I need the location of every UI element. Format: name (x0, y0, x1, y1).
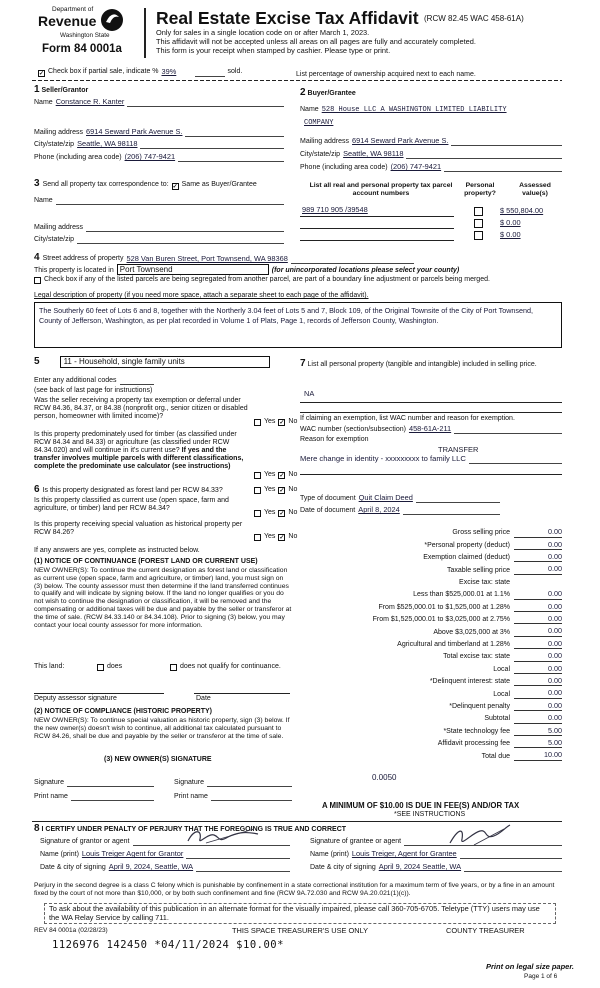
personal-property-value[interactable]: NA (304, 389, 315, 398)
document-date-label: Date of document (300, 506, 356, 514)
tax-row (300, 538, 562, 550)
tax-row-value[interactable]: 5.00 (514, 727, 562, 736)
same-as-buyer-label: Same as Buyer/Grantee (181, 181, 257, 189)
timber-question-text: Is this property predominately used for timber (as classified under RCW 84.34 and 84.33) or agriculture (as classified under RCW 84.34.020) and will continue in it's current use? (34, 431, 237, 455)
tax-row (300, 551, 562, 563)
tax-row-value[interactable]: 0.00 (514, 528, 562, 537)
partial-sale-checkbox[interactable]: ✓ (39, 70, 45, 77)
tax-row (300, 675, 562, 687)
sold-label: sold. (227, 68, 243, 76)
tax-row (300, 563, 562, 575)
owner-print-label-1: Print name (34, 792, 68, 800)
reason-overwrite: TRANSFER (438, 445, 479, 454)
current-use-yes-checkbox[interactable] (254, 510, 261, 517)
tax-row (300, 613, 562, 625)
county-treasurer-label: COUNTY TREASURER (446, 926, 525, 935)
additional-codes-note: (see back of last page for instructions) (34, 387, 153, 394)
assessed-value-header: Assessed value(s) (519, 182, 551, 197)
timber-question-bold: If yes and the transfer involves multiple parcels with different classifications, complete the predominate use calculator (see instructions) (34, 447, 244, 471)
tax-row (300, 650, 562, 662)
does-checkbox[interactable] (97, 664, 104, 671)
historic-no-checkbox[interactable]: ✓ (279, 535, 285, 542)
tax-row-label: Total excise tax: state (443, 653, 510, 661)
grantee-signature-label: Signature of grantee or agent (310, 837, 402, 845)
historic-no-label: No (288, 533, 298, 540)
personal-property-checkbox-2[interactable] (474, 219, 483, 228)
correspondence-name-field[interactable] (56, 196, 284, 205)
tax-row-value[interactable]: 0.00 (514, 689, 562, 698)
tax-row (300, 662, 562, 674)
correspondence-label: Send all property tax correspondence to: (42, 181, 169, 189)
alt-format-note: To ask about the availability of this publication in an alternate format for the visually impaired, please call 360-705-6705. Teletype (TTY) users may use the WA Relay Service by calling 711. (44, 903, 556, 924)
personal-property-header: Personal property? (464, 182, 496, 197)
buyer-mail-label: Mailing address (300, 137, 350, 145)
tax-row-value[interactable]: 0.00 (514, 541, 562, 550)
tax-row-label: From $1,525,000.01 to $3,025,000 at 2.75% (372, 616, 510, 624)
additional-codes-field[interactable] (120, 376, 155, 385)
page-number: Page 1 of 6 (524, 973, 558, 980)
seller-name-field[interactable]: Constance R. Kanter (55, 97, 125, 107)
tax-row-label: Agricultural and timberland at 1.28% (397, 641, 510, 649)
tax-row-label: Total due (481, 752, 510, 760)
seller-city-label: City/state/zip (34, 140, 75, 148)
segregated-label: Check box if any of the listed parcels are being segregated from another parcel, are part of a boundary line adjustment or parcels being merged. (44, 276, 490, 283)
seller-mail-label: Mailing address (34, 128, 84, 136)
dor-logo (38, 6, 134, 56)
owner-signature-label-1: Signature (34, 778, 64, 786)
reason-label: Reason for exemption (300, 436, 369, 443)
tax-row (300, 700, 562, 712)
tax-row-label: Excise tax: state (459, 579, 510, 587)
wac-field[interactable]: 458-61A-211 (408, 424, 452, 434)
buyer-city-label: City/state/zip (300, 150, 341, 158)
header-notice-2: This affidavit will not be accepted unless all areas on all pages are fully and accurately completed. (156, 37, 476, 46)
header-notice-1: Only for sales in a single location code on or after March 1, 2023. (156, 28, 370, 37)
minimum-fee-note: A MINIMUM OF $10.00 IS DUE IN FEE(S) AND/OR TAX (322, 801, 520, 810)
form-title: Real Estate Excise Tax Affidavit (156, 8, 419, 28)
tax-row (300, 588, 562, 600)
tax-row (300, 625, 562, 637)
owner-print-field-1[interactable] (71, 792, 154, 801)
buyer-mail-field[interactable]: 6914 Seward Park Avenue S. (352, 136, 449, 146)
notice-compliance-title: (2) NOTICE OF COMPLIANCE (HISTORIC PROPERTY) (34, 708, 212, 715)
dept-state: Washington State (60, 32, 110, 39)
tax-row-label: *Delinquent interest: state (429, 678, 510, 686)
owner-signature-label-2: Signature (174, 778, 204, 786)
tax-row-value[interactable]: 10.00 (514, 751, 562, 760)
correspondence-mail-label: Mailing address (34, 223, 84, 231)
document-date-field[interactable]: April 8, 2024 (358, 505, 400, 515)
tax-row-value[interactable]: 0.00 (514, 603, 562, 612)
dor-swirl-icon (100, 8, 124, 32)
does-label: does (107, 663, 123, 670)
wac-label: WAC number (section/subsection) (300, 425, 406, 433)
seller-city-field[interactable]: Seattle, WA 98118 (77, 139, 138, 149)
rcw-reference: (RCW 82.45 WAC 458-61A) (424, 14, 524, 23)
located-label: This property is located in (34, 267, 114, 275)
assessed-value-1[interactable]: $ 550,804.00 (500, 206, 544, 215)
cashier-stamp: 1126976 142450 *04/11/2024 $10.00* (52, 939, 284, 951)
designation-section: 6 Is this property designated as forest land per RCW 84.33? Yes ✓ No Is this property classified as current use (open space, farm and agriculture, or timber) land per RCW 84.34? Yes ✓ No Is this property receiving special valuation as historical property per RCW 84.26? Yes ✓ No If any answers are yes, complete as instructed below. (1) NOTICE OF CONTINUANCE (FOREST LAND OR CURRENT USE) NEW OWNER(S): To continue the current designation as forest land or classification as current use (open space, farm and agriculture, or timber) land, you must sign on (3) below. The county assessor must then determine if the land transferred continues to qualify and will indicate by signing below. If the land no longer qualifies or you do not wish to continue the designation or classification, it will be removed and the compensating or additional taxes will be due and payable by the seller or transferor at the time of sale. (RCW 84.33.140 or 84.34.108). Prior to signing (3) below, you may contact your local county assessor for more information. This land: does does not qualify for continuance. Deputy assessor signature Date (2) NOTICE OF COMPLIANCE (HISTORIC PROPERTY) NEW OWNER(S): To continue special valuation as historic property, sign (3) below. If the new owner(s) doesn't wish to continue, all additional tax calculated pursuant to RCW 84.26, shall be due and payable by the seller or transferor at the time of sale. (3) NEW OWNER(S) SIGNATURE Signature Signature Print name Print name (34, 484, 298, 800)
use-code-select[interactable]: 11 - Household, single family units (60, 356, 270, 367)
tax-row (300, 526, 562, 538)
current-use-yes-label: Yes (264, 509, 276, 516)
correspondence-mail-field[interactable] (86, 223, 284, 232)
q2-yes-checkbox[interactable] (254, 472, 261, 479)
tax-row (300, 737, 562, 749)
tax-row-label: Above $3,025,000 at 3% (433, 628, 510, 636)
land-use-section: 5 11 - Household, single family units Enter any additional codes (see back of last page for instructions) Was the seller receiving a property tax exemption or deferral under RCW 84.36, 84.37, or 84.38 (nonprofit org., senior citizen or disabled person, homeowner with limited income)? Yes ✓ No Is this property predominately used for timber (as classified under RCW 84.34 and 84.33) or agriculture (as classified under RCW 84.34.020) and will continue in it's current use? If yes and the transfer involves multiple parcels with different classifications, complete the predominate use calculator (see instructions) Yes ✓ No (34, 356, 298, 480)
owner-print-field-2[interactable] (211, 792, 292, 801)
located-select[interactable]: Port Townsend (117, 264, 269, 275)
unincorporated-note: (for unincorporated locations please select your county) (271, 267, 460, 275)
forest-yes-label: Yes (264, 486, 276, 493)
street-label: Street address of property (42, 255, 124, 263)
new-owner-signature-title: (3) NEW OWNER(S) SIGNATURE (104, 756, 212, 763)
correspondence-name-label: Name (34, 196, 53, 204)
grantor-name-label: Name (print) (40, 850, 79, 858)
tax-row-label: Local (493, 690, 510, 698)
seller-mail-field[interactable]: 6914 Seward Park Avenue S. (86, 127, 183, 137)
tax-row-label: *Delinquent penalty (449, 703, 510, 711)
current-use-question: Is this property classified as current use (open space, farm and agriculture, or timber) land per RCW 84.34? (34, 497, 229, 513)
grantor-signature-label: Signature of grantor or agent (40, 837, 130, 845)
notice-continuance-body: NEW OWNER(S): To continue the current designation as forest land or classification as current use (open space, farm and agriculture, or timber) land, you must sign on (3) below. The county assessor must then determine if the land transferred continues to qualify and will indicate by signing below. If the land no longer qualifies or you do not wish to continue the designation or classification, it will be removed and the compensating or additional taxes will be due and payable by the seller or transferor at the time of sale. (RCW 84.33.140 or 84.34.108). Prior to signing (3) below, you may contact your local county assessor for more information. (34, 567, 292, 629)
buyer-heading: Buyer/Grantee (307, 90, 356, 97)
deputy-date-label: Date (196, 695, 211, 702)
tax-row-value[interactable]: 0.00 (514, 590, 562, 599)
certify-statement: I CERTIFY UNDER PENALTY OF PERJURY THAT THE FOREGOING IS TRUE AND CORRECT (41, 826, 347, 833)
buyer-name-field[interactable]: 528 House LLC A WASHINGTON LIMITED LIABILITY (321, 106, 507, 114)
dept-name: Revenue (38, 13, 97, 29)
tax-row-value[interactable]: 5.00 (514, 739, 562, 748)
parcel-header: List all real and personal property tax parcel account numbers (309, 182, 453, 197)
tax-row-value[interactable]: 0.00 (514, 565, 562, 574)
ownership-note: List percentage of ownership acquired next to each name. (296, 71, 476, 78)
tax-row-label: Subtotal (484, 715, 510, 723)
buyer-phone-field[interactable]: (206) 747-9421 (390, 162, 442, 172)
revision-label: REV 84 0001a (02/28/23) (34, 927, 108, 934)
header-notice-3: This form is your receipt when stamped by cashier. Please type or print. (156, 46, 391, 55)
buyer-name-line-2[interactable]: COMPANY (304, 119, 334, 127)
partial-sale-percent[interactable]: 39% (161, 67, 177, 76)
buyer-name-label: Name (300, 106, 319, 113)
property-location-section: 4 Street address of property 528 Van Buren Street, Port Townsend, WA 98368 This property is located in Port Townsend (for unincorporated locations please select your county) Check box if any of the listed parcels are being segregated from another parcel, are part of a boundary line adjustment or parcels being merged. Legal description of property (if you need more space, attach a separate sheet to each page of the affidavit). The Southerly 60 feet of Lots 6 and 8, together with the Northerly 3.04 feet of Lots 5 and 7, Block 109, of the Original Townsite of the City of Port Townsend, County of Jefferson, Washington, as per plat recorded in Volume 1 of Plats, Page 1, records of Jefferson County, Washington. (34, 252, 562, 352)
tax-row (300, 749, 562, 761)
tax-row-label: Local (493, 665, 510, 673)
assessed-value-3[interactable]: $ 0.00 (500, 230, 521, 239)
tax-row (300, 576, 562, 588)
grantee-date-label: Date & city of signing (310, 863, 376, 871)
tax-row (300, 687, 562, 699)
personal-property-checkbox-3[interactable] (474, 231, 483, 240)
q2-no-checkbox[interactable]: ✓ (279, 473, 285, 480)
treasurer-space-label: THIS SPACE TREASURER'S USE ONLY (232, 926, 369, 935)
tax-row-value[interactable]: 0.00 (514, 652, 562, 661)
see-instructions-note: *SEE INSTRUCTIONS (394, 811, 466, 818)
personal-property-section: 7 List all personal property (tangible and intangible) included in selling price. NA If claiming an exemption, list WAC number and reason for exemption. WAC number (section/subsection) 458-61A-211 Reason for exemption TRANSFER Mere change in identity - xxxxxxxxx to family LLC Type of document Quit Claim Deed Date of document April 8, 2024 (300, 358, 562, 523)
tax-row (300, 712, 562, 724)
grantor-name-field[interactable]: Louis Treiger Agent for Grantor (81, 849, 184, 859)
tax-row-value[interactable]: 0.00 (514, 714, 562, 723)
local-rate-field[interactable]: 0.0050 (372, 773, 397, 782)
tax-row-value[interactable]: 0.00 (514, 553, 562, 562)
seller-phone-label: Phone (including area code) (34, 153, 122, 161)
historic-question: Is this property receiving special valuation as historical property per RCW 84.26? (34, 521, 243, 537)
tax-row-label: Affidavit processing fee (437, 740, 510, 748)
q1-yes-checkbox[interactable] (254, 419, 261, 426)
tax-row-label: Less than $525,000.01 at 1.1% (413, 591, 510, 599)
assessed-value-2[interactable]: $ 0.00 (500, 218, 521, 227)
personal-property-checkbox-1[interactable] (474, 207, 483, 216)
grantee-signature-image (444, 823, 514, 849)
tax-row-value[interactable]: 0.00 (514, 665, 562, 674)
dept-line: Department of (52, 6, 94, 13)
q1-no-label: No (288, 418, 298, 425)
deputy-signature-label: Deputy assessor signature (34, 695, 117, 702)
seller-name-label: Name (34, 98, 53, 106)
notice-continuance-title: (1) NOTICE OF CONTINUANCE (FOREST LAND OR CURRENT USE) (34, 558, 258, 565)
tax-row-value[interactable]: 0.00 (514, 615, 562, 624)
seller-section: 1 Seller/Grantor Name Constance R. Kanter Mailing address 6914 Seward Park Avenue S. City/state/zip Seattle, WA 98118 Phone (including area code) (206) 747-9421 (34, 84, 284, 174)
owner-signature-field-1[interactable] (67, 778, 154, 787)
tax-row-value[interactable]: 0.00 (514, 677, 562, 686)
grantor-date-label: Date & city of signing (40, 863, 106, 871)
buyer-section: 2 Buyer/Grantee Name 528 House LLC A WASHINGTON LIMITED LIABILITY COMPANY Mailing address 6914 Seward Park Avenue S. City/state/zip Seattle, WA 98118 Phone (including area code) (206) 747-9421 (300, 84, 562, 178)
legal-description-label: Legal description of property (if you need more space, attach a separate sheet to each page of the affidavit). (34, 292, 369, 299)
grantee-date-field[interactable]: April 9, 2024 Seattle, WA (378, 862, 462, 872)
tax-row-value[interactable]: 0.00 (514, 702, 562, 711)
q1-yes-label: Yes (264, 418, 276, 425)
partial-sale-row (38, 68, 242, 77)
buyer-city-field[interactable]: Seattle, WA 98118 (343, 149, 404, 159)
this-land-label: This land: (34, 663, 65, 670)
same-as-buyer-checkbox[interactable]: ✓ (172, 183, 178, 190)
grantee-name-field[interactable]: Louis Treiger, Agent for Grantee (351, 849, 457, 859)
q2-yes-label: Yes (264, 471, 276, 478)
tax-row (300, 724, 562, 736)
personal-property-label: List all personal property (tangible and intangible) included in selling price. (307, 361, 537, 368)
correspondence-section: 3 Send all property tax correspondence to: ✓ Same as Buyer/Grantee Name Mailing address City/state/zip (34, 178, 292, 248)
historic-yes-checkbox[interactable] (254, 534, 261, 541)
parcel-number-field[interactable]: 989 710 905 /39548 (302, 205, 368, 214)
legal-description-text: The Southerly 60 feet of Lots 6 and 8, together with the Northerly 3.04 feet of Lots 5 and 7, Block 109, of the Original Townsite of the City of Port Townsend, County of Jefferson, Washington, as per plat recorded in Volume 1 of Plats, Page 1, records of Jefferson County, Washington. (39, 306, 533, 326)
grantor-date-field[interactable]: April 9, 2024, Seattle, WA (108, 862, 194, 872)
q2-no-label: No (288, 471, 298, 478)
form-number: Form 84 0001a (42, 43, 122, 55)
seller-phone-field[interactable]: (206) 747-9421 (124, 152, 176, 162)
tax-row (300, 638, 562, 650)
forest-no-checkbox[interactable]: ✓ (279, 488, 285, 495)
tax-row-label: From $525,000.01 to $1,525,000 at 1.28% (378, 603, 510, 611)
timber-question (34, 431, 252, 471)
seller-heading: Seller/Grantor (41, 87, 89, 94)
grantee-name-label: Name (print) (310, 850, 349, 858)
tax-row-label: Exemption claimed (deduct) (423, 554, 510, 562)
tax-row (300, 600, 562, 612)
certification-section: 8 I CERTIFY UNDER PENALTY OF PERJURY THAT THE FOREGOING IS TRUE AND CORRECT Signature of grantor or agent Signature of grantee or agent Name (print) Louis Treiger Agent for Grantor Name (print) Louis Treiger, Agent for Grantee Date & city of signing April 9, 2024, Seattle, WA Date & city of signing April 9, 2024 Seattle, WA (34, 823, 562, 879)
current-use-no-checkbox[interactable]: ✓ (279, 511, 285, 518)
tax-row-label: *Personal property (deduct) (424, 541, 510, 549)
forest-no-label: No (288, 486, 298, 493)
tax-row-label: Gross selling price (452, 529, 510, 537)
forest-yes-checkbox[interactable] (254, 487, 261, 494)
segregated-checkbox[interactable] (34, 277, 41, 284)
tax-row-label: *State technology fee (443, 727, 510, 735)
tax-row-value[interactable]: 0.00 (514, 627, 562, 636)
legal-description-field[interactable] (34, 302, 562, 348)
does-not-checkbox[interactable] (170, 664, 177, 671)
legal-paper-note: Print on legal size paper. (486, 962, 574, 971)
exemption-label: If claiming an exemption, list WAC number and reason for exemption. (300, 415, 515, 422)
current-use-no-label: No (288, 509, 298, 516)
partial-sale-label: Check box if partial sale, indicate % (48, 68, 159, 76)
additional-codes-label: Enter any additional codes (34, 376, 117, 384)
buyer-phone-label: Phone (including area code) (300, 163, 388, 171)
correspondence-city-field[interactable] (77, 235, 284, 244)
historic-yes-label: Yes (264, 533, 276, 540)
exemption-question: Was the seller receiving a property tax exemption or deferral under RCW 84.36, 84.37, or 84.38 (nonprofit org., senior citizen or disabled person, homeowner with limited income)? (34, 397, 248, 421)
reason-field[interactable]: Mere change in identity - xxxxxxxxx to family LLC (300, 454, 466, 464)
q1-no-checkbox[interactable]: ✓ (279, 420, 285, 427)
forest-land-question: Is this property designated as forest land per RCW 84.33? (42, 487, 223, 495)
owner-signature-field-2[interactable] (207, 778, 292, 787)
if-yes-note: If any answers are yes, complete as instructed below. (34, 547, 200, 554)
document-type-label: Type of document (300, 494, 356, 502)
does-not-label: does not qualify for continuance. (180, 663, 281, 670)
perjury-notice: Perjury in the second degree is a class C felony which is punishable by confinement in a state correctional institution for a maximum term of five years, or by a fine in an amount fixed by the court of not more than $10,000, or by both such confinement and fine (RCW 9A.72.030 and RCW 9A.20.021(1)(c)). (34, 882, 555, 897)
tax-row-label: Taxable selling price (446, 566, 510, 574)
grantor-signature-image (184, 825, 274, 847)
tax-row-value[interactable]: 0.00 (514, 640, 562, 649)
correspondence-city-label: City/state/zip (34, 235, 75, 243)
street-field[interactable]: 528 Van Buren Street, Port Townsend, WA 98368 (126, 253, 288, 263)
notice-compliance-body: NEW OWNER(S): To continue special valuation as historic property, sign (3) below. If the new owner(s) doesn't wish to continue, all additional tax calculated pursuant to RCW 84.26, shall be due and payable by the seller or transferor at the time of sale. (34, 717, 290, 740)
parcel-table (300, 180, 562, 250)
owner-print-label-2: Print name (174, 792, 208, 800)
document-type-field[interactable]: Quit Claim Deed (358, 493, 413, 503)
